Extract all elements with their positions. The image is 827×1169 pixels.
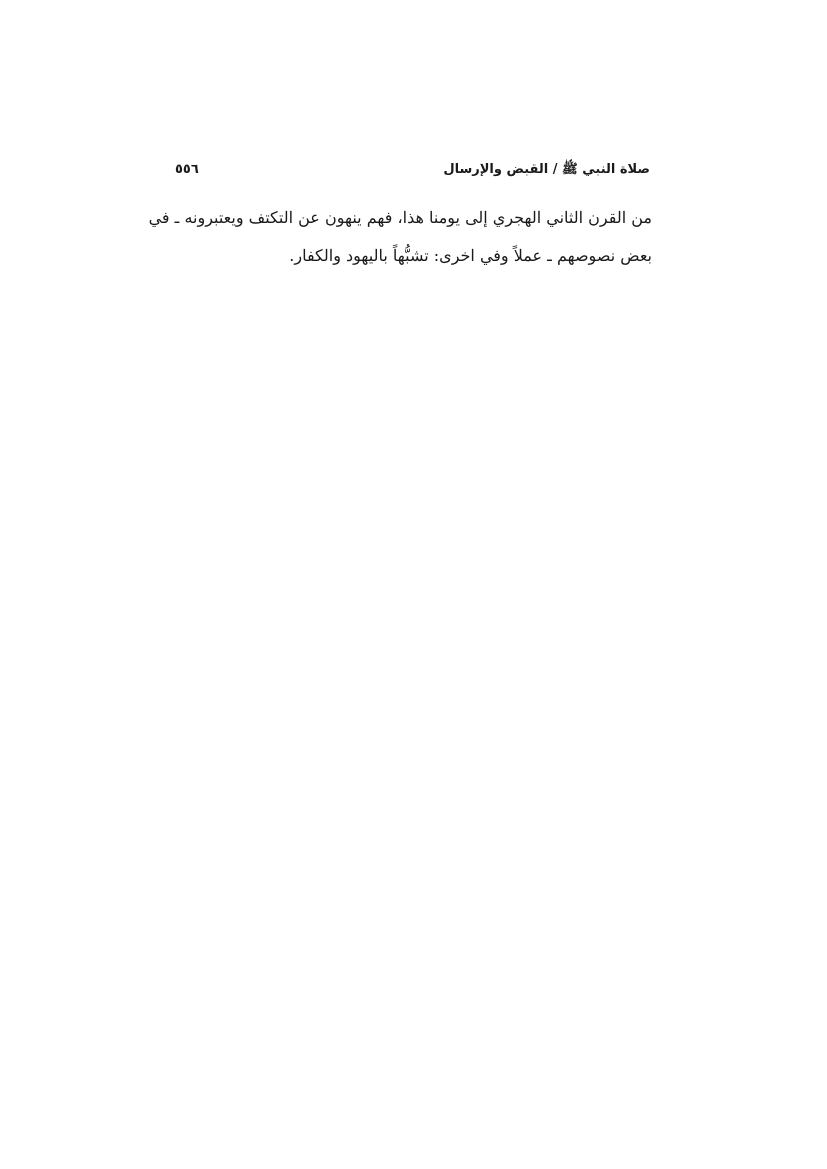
- running-header: [175, 158, 650, 182]
- running-title: صلاة النبي ﷺ / القبض والإرسال: [443, 162, 650, 177]
- body-line-1: من القرن الثاني الهجري إلى يومنا هذا، فهم ينهون عن التكتف ويعتبرونه ـ في: [148, 208, 652, 227]
- body-paragraph: [148, 199, 652, 275]
- page-number: ٥٥٦: [175, 162, 199, 177]
- body-line-2: بعض نصوصهم ـ عملاً وفي اخرى: تشبُّهاً باليهود والكفار.: [289, 246, 652, 265]
